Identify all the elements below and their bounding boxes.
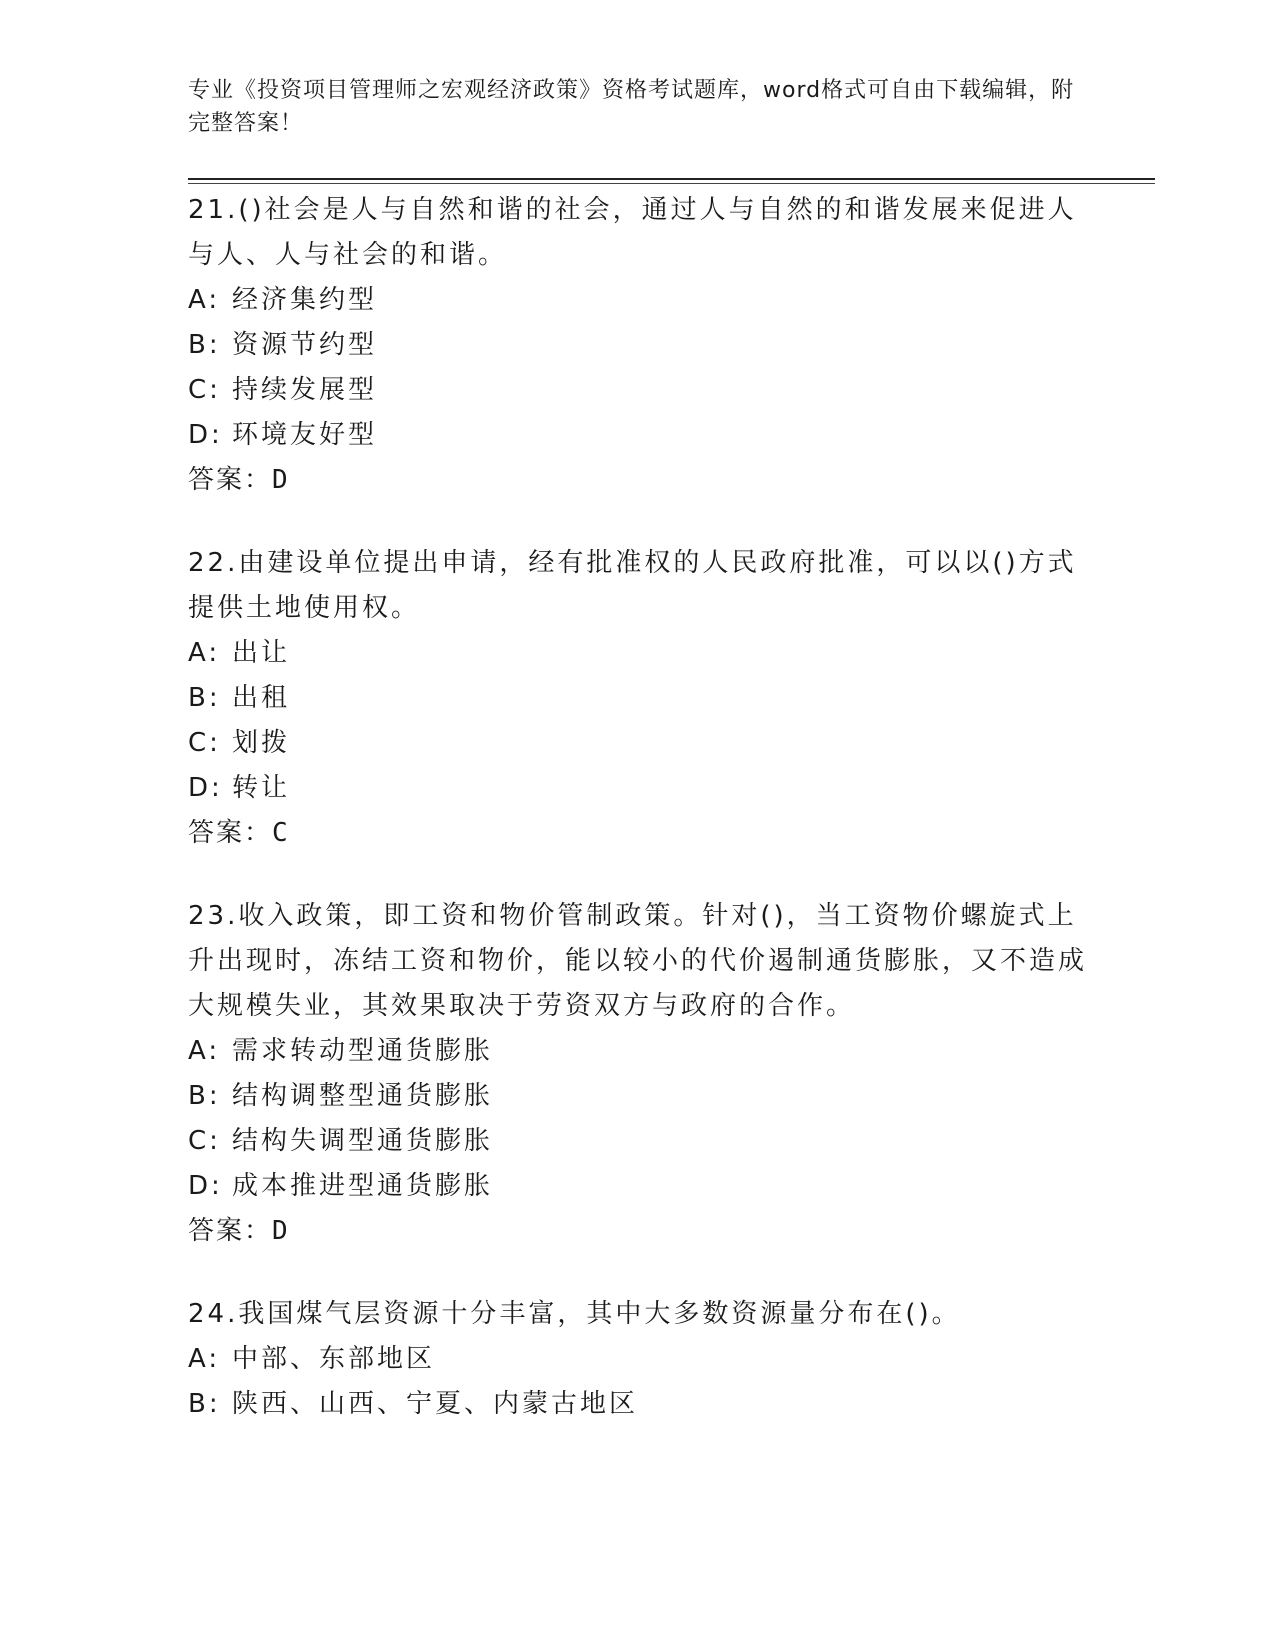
option-text: 资源节约型 bbox=[232, 330, 378, 360]
question-stem: 23.收入政策，即工资和物价管制政策。针对()，当工资物价螺旋式上升出现时，冻结工资和物价，能以较小的代价遏制通货膨胀，又不造成大规模失业，其效果取决于劳资双方与政府的合作。 bbox=[188, 901, 1088, 1021]
question-stem: 24.我国煤气层资源十分丰富，其中大多数资源量分布在()。 bbox=[188, 1299, 961, 1329]
option-label: A: bbox=[188, 638, 221, 668]
option-label: C: bbox=[188, 1126, 221, 1156]
question-23 bbox=[188, 894, 1088, 1254]
option-text: 中部、东部地区 bbox=[232, 1344, 436, 1374]
option-text: 转让 bbox=[232, 773, 291, 803]
option-label: B: bbox=[188, 1389, 221, 1419]
answer-line: 答案：D bbox=[188, 465, 290, 495]
option-label: D: bbox=[188, 773, 223, 803]
option-label: B: bbox=[188, 330, 221, 360]
option-b bbox=[188, 1074, 1088, 1119]
option-b bbox=[188, 323, 1088, 368]
answer-line: 答案：D bbox=[188, 1216, 290, 1246]
option-text: 成本推进型通货膨胀 bbox=[232, 1171, 494, 1201]
option-c bbox=[188, 721, 1088, 766]
option-label: A: bbox=[188, 1036, 221, 1066]
option-label: D: bbox=[188, 420, 223, 450]
question-24 bbox=[188, 1292, 1088, 1427]
header-divider-thin bbox=[188, 183, 1155, 184]
option-text: 需求转动型通货膨胀 bbox=[232, 1036, 494, 1066]
option-text: 陕西、山西、宁夏、内蒙古地区 bbox=[232, 1389, 639, 1419]
option-label: A: bbox=[188, 285, 221, 315]
option-text: 结构失调型通货膨胀 bbox=[232, 1126, 494, 1156]
option-d bbox=[188, 1164, 1088, 1209]
option-a bbox=[188, 278, 1088, 323]
option-text: 持续发展型 bbox=[232, 375, 378, 405]
option-a bbox=[188, 631, 1088, 676]
option-label: C: bbox=[188, 375, 221, 405]
option-label: C: bbox=[188, 728, 221, 758]
option-text: 经济集约型 bbox=[232, 285, 378, 315]
option-b bbox=[188, 1382, 1088, 1427]
option-d bbox=[188, 413, 1088, 458]
option-label: D: bbox=[188, 1171, 223, 1201]
option-a bbox=[188, 1029, 1088, 1074]
option-text: 划拨 bbox=[232, 728, 291, 758]
question-22 bbox=[188, 541, 1088, 856]
option-c bbox=[188, 1119, 1088, 1164]
option-c bbox=[188, 368, 1088, 413]
document-header: 专业《投资项目管理师之宏观经济政策》资格考试题库，word格式可自由下载编辑，附完整答案！ bbox=[188, 78, 1075, 136]
option-label: A: bbox=[188, 1344, 221, 1374]
option-text: 环境友好型 bbox=[232, 420, 378, 450]
option-text: 结构调整型通货膨胀 bbox=[232, 1081, 494, 1111]
question-stem: 22.由建设单位提出申请，经有批准权的人民政府批准，可以以()方式提供土地使用权。 bbox=[188, 548, 1077, 623]
option-d bbox=[188, 766, 1088, 811]
option-text: 出让 bbox=[232, 638, 291, 668]
question-stem: 21.()社会是人与自然和谐的社会，通过人与自然的和谐发展来促进人与人、人与社会的和谐。 bbox=[188, 195, 1077, 270]
question-21 bbox=[188, 188, 1088, 503]
option-label: B: bbox=[188, 683, 221, 713]
question-list bbox=[188, 188, 1088, 1465]
option-b bbox=[188, 676, 1088, 721]
option-a bbox=[188, 1337, 1088, 1382]
header-divider-thick bbox=[188, 178, 1155, 180]
option-text: 出租 bbox=[232, 683, 291, 713]
option-label: B: bbox=[188, 1081, 221, 1111]
answer-line: 答案：C bbox=[188, 818, 290, 848]
